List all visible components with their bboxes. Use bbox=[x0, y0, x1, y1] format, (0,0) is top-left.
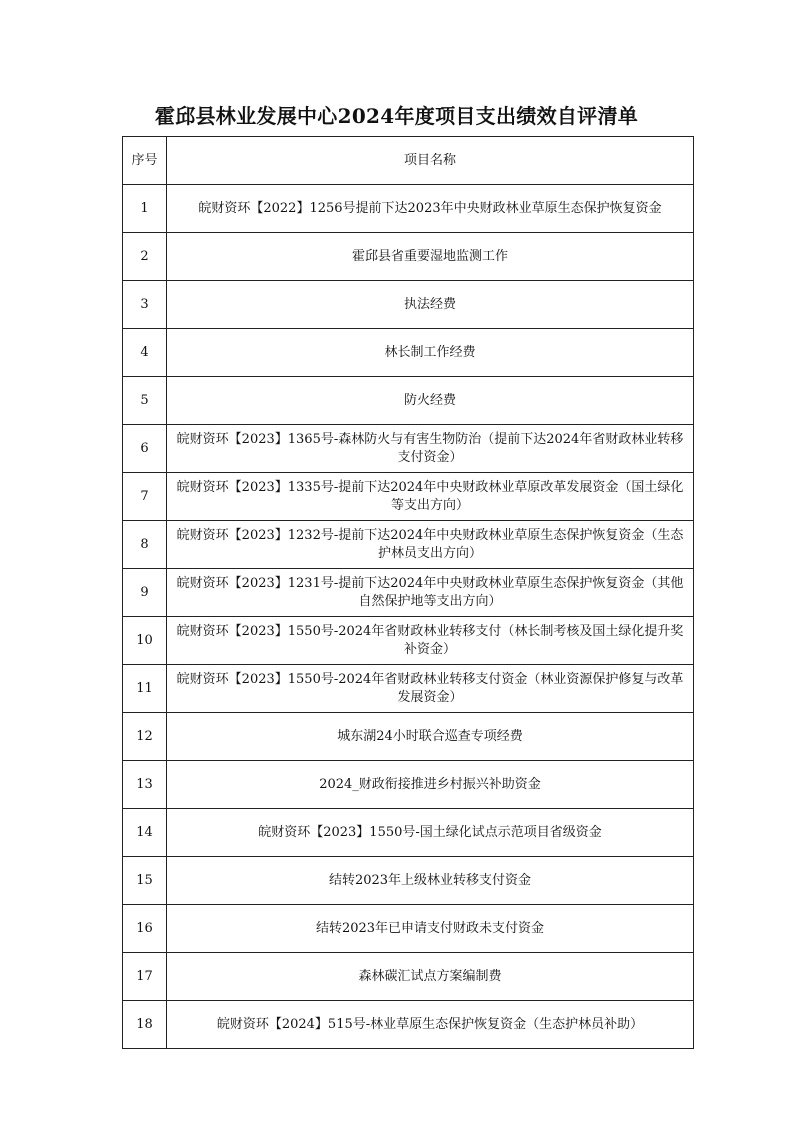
row-seq: 4 bbox=[123, 329, 167, 377]
table-row bbox=[123, 185, 694, 233]
row-project-name: 林长制工作经费 bbox=[167, 329, 694, 377]
row-seq: 9 bbox=[123, 569, 167, 617]
table-row bbox=[123, 857, 694, 905]
row-seq: 3 bbox=[123, 281, 167, 329]
row-project-name: 皖财资环【2023】1550号-国土绿化试点示范项目省级资金 bbox=[167, 809, 694, 857]
row-project-name: 皖财资环【2023】1231号-提前下达2024年中央财政林业草原生态保护恢复资金（其他自然保护地等支出方向） bbox=[167, 569, 694, 617]
row-seq: 10 bbox=[123, 617, 167, 665]
table-row bbox=[123, 473, 694, 521]
row-project-name: 皖财资环【2023】1550号-2024年省财政林业转移支付（林长制考核及国土绿化提升奖补资金） bbox=[167, 617, 694, 665]
row-seq: 17 bbox=[123, 953, 167, 1001]
row-project-name: 霍邱县省重要湿地监测工作 bbox=[167, 233, 694, 281]
table-row bbox=[123, 329, 694, 377]
row-project-name: 执法经费 bbox=[167, 281, 694, 329]
table-row bbox=[123, 713, 694, 761]
table-row bbox=[123, 953, 694, 1001]
table-row bbox=[123, 905, 694, 953]
table-row bbox=[123, 425, 694, 473]
row-seq: 12 bbox=[123, 713, 167, 761]
row-project-name: 2024_财政衔接推进乡村振兴补助资金 bbox=[167, 761, 694, 809]
row-project-name: 城东湖24小时联合巡查专项经费 bbox=[167, 713, 694, 761]
row-seq: 15 bbox=[123, 857, 167, 905]
table-row bbox=[123, 521, 694, 569]
table-row bbox=[123, 809, 694, 857]
row-project-name: 防火经费 bbox=[167, 377, 694, 425]
row-seq: 18 bbox=[123, 1001, 167, 1049]
header-seq: 序号 bbox=[123, 137, 167, 185]
table-row bbox=[123, 569, 694, 617]
table-header-row bbox=[123, 137, 694, 185]
row-project-name: 结转2023年已申请支付财政未支付资金 bbox=[167, 905, 694, 953]
row-project-name: 皖财资环【2023】1365号-森林防火与有害生物防治（提前下达2024年省财政林业转移支付资金） bbox=[167, 425, 694, 473]
row-seq: 14 bbox=[123, 809, 167, 857]
table-row bbox=[123, 233, 694, 281]
table-row bbox=[123, 1001, 694, 1049]
row-seq: 6 bbox=[123, 425, 167, 473]
row-project-name: 皖财资环【2022】1256号提前下达2023年中央财政林业草原生态保护恢复资金 bbox=[167, 185, 694, 233]
table-row bbox=[123, 281, 694, 329]
project-list-table bbox=[122, 136, 694, 1049]
row-seq: 1 bbox=[123, 185, 167, 233]
row-seq: 11 bbox=[123, 665, 167, 713]
header-project-name: 项目名称 bbox=[167, 137, 694, 185]
row-seq: 5 bbox=[123, 377, 167, 425]
row-seq: 13 bbox=[123, 761, 167, 809]
row-project-name: 皖财资环【2024】515号-林业草原生态保护恢复资金（生态护林员补助） bbox=[167, 1001, 694, 1049]
row-project-name: 皖财资环【2023】1335号-提前下达2024年中央财政林业草原改革发展资金（国土绿化等支出方向） bbox=[167, 473, 694, 521]
table-row bbox=[123, 617, 694, 665]
row-seq: 8 bbox=[123, 521, 167, 569]
row-project-name: 皖财资环【2023】1550号-2024年省财政林业转移支付资金（林业资源保护修复与改革发展资金） bbox=[167, 665, 694, 713]
row-project-name: 结转2023年上级林业转移支付资金 bbox=[167, 857, 694, 905]
row-seq: 16 bbox=[123, 905, 167, 953]
document-title: 霍邱县林业发展中心2024年度项目支出绩效自评清单 bbox=[154, 104, 639, 128]
row-seq: 2 bbox=[123, 233, 167, 281]
row-seq: 7 bbox=[123, 473, 167, 521]
row-project-name: 森林碳汇试点方案编制费 bbox=[167, 953, 694, 1001]
table-row bbox=[123, 665, 694, 713]
table-row bbox=[123, 377, 694, 425]
table-row bbox=[123, 761, 694, 809]
row-project-name: 皖财资环【2023】1232号-提前下达2024年中央财政林业草原生态保护恢复资金（生态护林员支出方向） bbox=[167, 521, 694, 569]
